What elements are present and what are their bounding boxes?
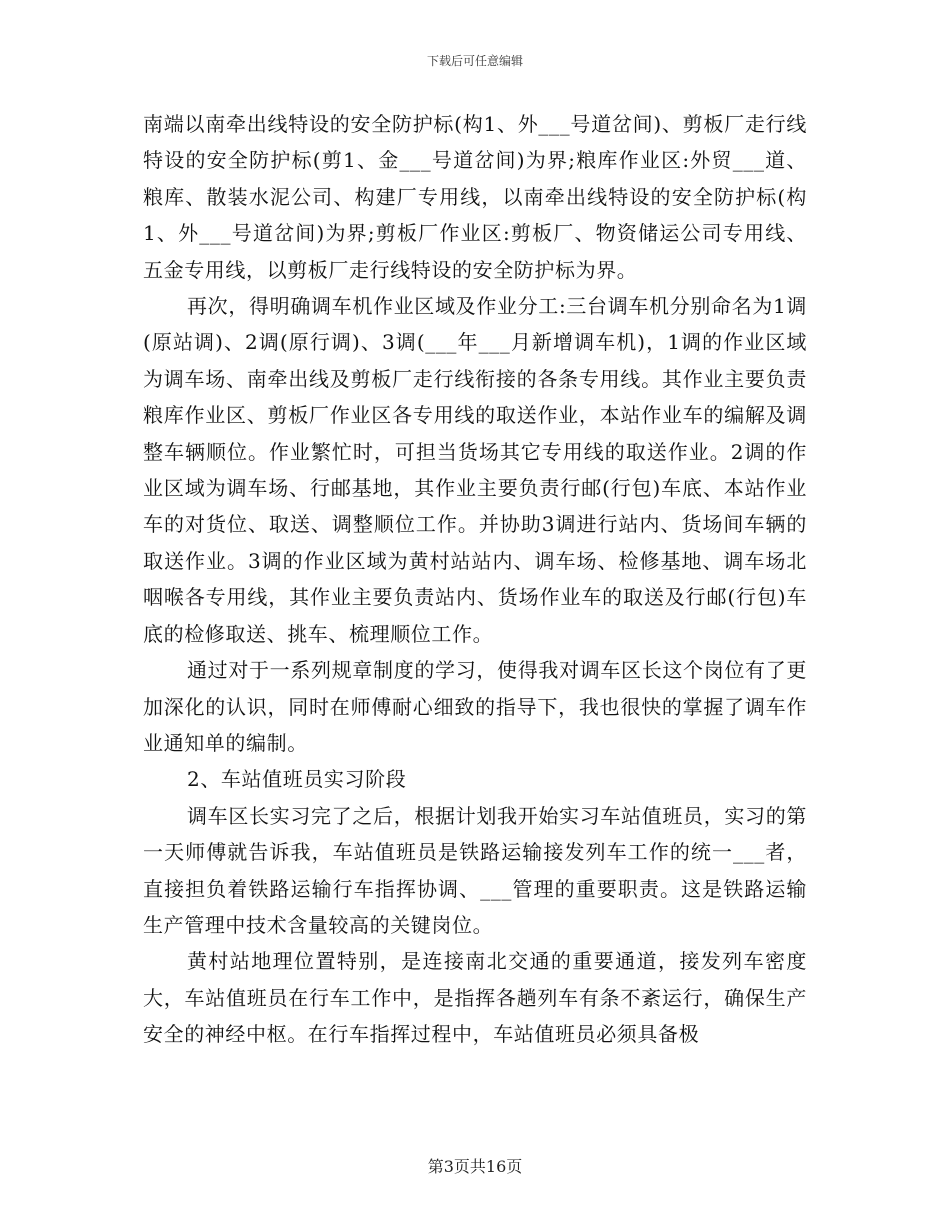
section-heading: 2、车站值班员实习阶段: [187, 767, 407, 792]
paragraph-2: 再次，得明确调车机作业区域及作业分工:三台调车机分别命名为1调(原站调)、2调(原行调)、3调(___年___月新增调车机)，1调的作业区域为调车场、南牵出线及剪板厂走行线衔接的各条专用线。其作业主要负责粮库作业区、剪板厂作业区各专用线的取送作业，本站作业车的编解及调整车辆顺位。作业繁忙时，可担当货场其它专用线的取送作业。2调的作业区域为调车场、行邮基地，其作业主要负责行邮(行包)车底、本站作业车的对货位、取送、调整顺位工作。并协助3调进行站内、货场间车辆的取送作业。3调的作业区域为黄村站站内、调车场、检修基地、调车场北咽喉各专用线，其作业主要负责站内、货场作业车的取送及行邮(行包)车底的检修取送、挑车、梳理顺位工作。: [143, 294, 807, 646]
page-header: 下载后可任意编辑: [426, 54, 523, 68]
document-body: [143, 106, 807, 1053]
page-footer: 第3页共16页: [427, 1157, 523, 1176]
paragraph-4: 调车区长实习完了之后，根据计划我开始实习车站值班员，实习的第一天师傅就告诉我，车站值班员是铁路运输接发列车工作的统一___者，直接担负着铁路运输行车指挥协调、___管理的重要职责。这是铁路运输生产管理中技术含量较高的关键岗位。: [143, 803, 807, 937]
paragraph-3: 通过对于一系列规章制度的学习，使得我对调车区长这个岗位有了更加深化的认识，同时在师傅耐心细致的指导下，我也很快的掌握了调车作业通知单的编制。: [143, 658, 807, 755]
paragraph-1: 南端以南牵出线特设的安全防护标(构1、外___号道岔间)、剪板厂走行线特设的安全防护标(剪1、金___号道岔间)为界;粮库作业区:外贸___道、粮库、散装水泥公司、构建厂专用线，以南牵出线特设的安全防护标(构1、外___号道岔间)为界;剪板厂作业区:剪板厂、物资储运公司专用线、五金专用线，以剪板厂走行线特设的安全防护标为界。: [143, 112, 807, 282]
paragraph-5: 黄村站地理位置特别，是连接南北交通的重要通道，接发列车密度大，车站值班员在行车工作中，是指挥各趟列车有条不紊运行，确保生产安全的神经中枢。在行车指挥过程中，车站值班员必须具备极: [143, 949, 807, 1047]
